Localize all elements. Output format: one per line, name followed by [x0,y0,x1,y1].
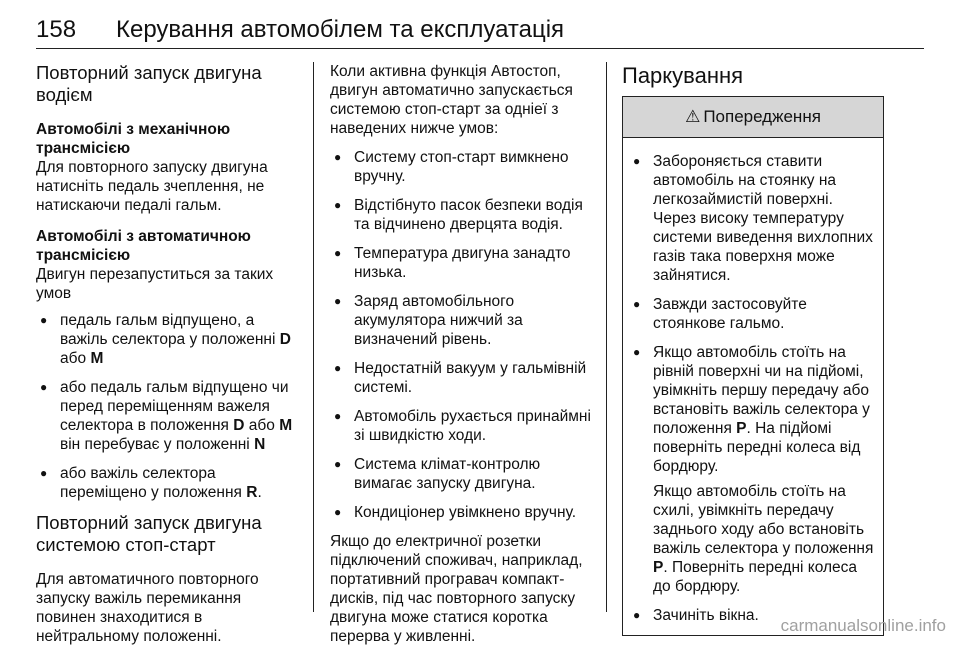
heading-manual-transmission: Автомобілі з механічною трансмісією [36,121,231,157]
warning-box [622,96,884,636]
heading-stop-start-restart: Повторний запуск двигуна системою стоп-старт [36,512,262,555]
page-number: 158 [36,16,77,43]
warning-body [623,138,883,625]
column-middle [330,62,596,658]
list-item: ● Система клімат-контролю вимагає запуску двигуна. [330,455,596,493]
paragraph-auto: Двигун перезапуститься за таких умов [36,266,274,302]
list-item: ● Якщо автомобіль стоїть на рівній поверхні чи на підйомі, увімкніть першу передачу або встановіть важіль селектора у положення P. На підйомі поверніть передні колеса від бордюру. Якщо автомобіль стоїть на схилі, увімкніть передачу заднього ходу або встановіть важіль селектора у положення P. Поверніть передні колеса до бордюру. [629,343,875,596]
list-item: ● Заряд автомобільного акумулятора нижчий за визначений рівень. [330,292,596,349]
list-item-subparagraph: Якщо автомобіль стоїть на схилі, увімкніть передачу заднього ходу або встановіть важіль селектора у положення P. Поверніть передні колеса до бордюру. [653,483,874,595]
warning-header [623,97,883,138]
list-item: ● Завжди застосовуйте стоянкове гальмо. [629,295,875,333]
list-item: ● Автомобіль рухається принаймні зі швидкістю ходи. [330,407,596,445]
warning-list [629,152,875,625]
paragraph-socket-note: Якщо до електричної розетки підключений споживач, наприклад, портативний програвач компакт-дисків, під час повторного запуску двигуна може статися коротка перерва у живленні. [330,533,583,645]
column-divider-1 [313,62,314,612]
paragraph-stop-start: Для автоматичного повторного запуску важіль перемикання повинен знаходитися в нейтральному положенні. [36,571,259,645]
autostop-conditions-list [330,148,596,522]
auto-conditions-list [36,311,300,502]
list-item: ● Недостатній вакуум у гальмівній системі. [330,359,596,397]
column-divider-2 [606,62,607,612]
list-item: ● Забороняється ставити автомобіль на стоянку на легкозаймистій поверхні. Через високу температуру системи виведення вихлопних газів така поверхня може зайнятися. [629,152,875,285]
watermark: carmanualsonline.info [780,616,946,635]
header-divider [36,48,924,49]
list-item: ● Кондиціонер увімкнено вручну. [330,503,596,522]
heading-automatic-transmission: Автомобілі з автоматичною трансмісією [36,228,251,264]
page-header [36,10,924,50]
list-item: ● педаль гальм відпущено, а важіль селектора у положенні D або M [36,311,300,368]
warning-label: Попередження [703,107,821,126]
column-left [36,62,300,658]
list-item: ● або важіль селектора переміщено у положення R. [36,464,300,502]
heading-driver-restart: Повторний запуск двигуна водієм [36,62,262,105]
list-item: ● Температура двигуна занадто низька. [330,244,596,282]
column-right [622,62,884,636]
page-title: Керування автомобілем та експлуатація [116,16,565,43]
paragraph-manual: Для повторного запуску двигуна натисніть педаль зчеплення, не натискаючи педалі гальм. [36,159,268,214]
heading-parking: Паркування [622,63,744,88]
list-item: ● Систему стоп-старт вимкнено вручну. [330,148,596,186]
list-item: ● або педаль гальм відпущено чи перед переміщенням важеля селектора в положення D або M він перебуває у положенні N [36,378,300,454]
paragraph-autostop-intro: Коли активна функція Автостоп, двигун автоматично запускається системою стоп-старт за одніеї з наведених нижче умов: [330,63,573,137]
list-item: ● Відстібнуто пасок безпеки водія та відчинено дверцята водія. [330,196,596,234]
warning-triangle-icon: ⚠ [685,107,701,126]
list-item: ● Зачиніть вікна. [629,606,875,625]
